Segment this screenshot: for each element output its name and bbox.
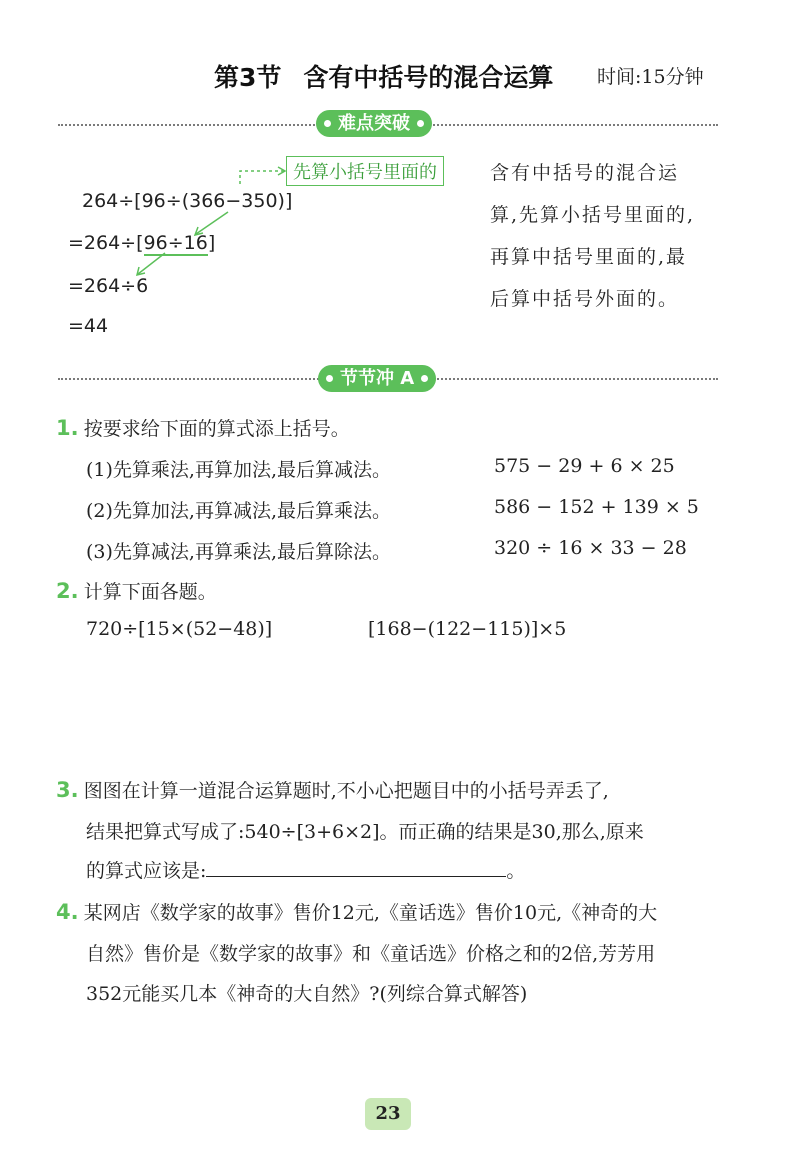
question-number: 1. (56, 416, 79, 440)
q1-requirement-1: (1)先算乘法,再算加法,最后算减法。 (86, 459, 391, 481)
q2-expression-1: 720÷[15×(52−48)] (86, 618, 273, 640)
question-1 (56, 414, 350, 441)
q1-requirement-2: (2)先算加法,再算减法,最后算乘法。 (86, 500, 391, 522)
question-text: 按要求给下面的算式添上括号。 (83, 418, 350, 440)
page-number: 23 (365, 1098, 411, 1130)
pill-label: 节节冲 A (340, 368, 415, 389)
example-line-3: =264÷6 (68, 275, 149, 297)
question-number: 3. (56, 778, 79, 802)
question-text: 计算下面各题。 (83, 581, 217, 603)
question-4 (56, 898, 657, 925)
example-line-2-prefix: =264÷ (68, 232, 137, 254)
arrow-to-note (240, 171, 284, 184)
example-line-2-bracket: 96÷16 (143, 232, 208, 254)
q1-expression-2: 586 − 152 + 139 × 5 (494, 496, 699, 518)
q3-line-3 (86, 856, 525, 883)
arrow-step1 (196, 212, 228, 234)
q3-line-3-suffix: 。 (506, 860, 526, 882)
pill-dot-left (326, 375, 333, 382)
section-number: 第3节 (214, 63, 282, 92)
q3-line-3-prefix: 的算式应该是: (86, 860, 207, 882)
section-pill-practice (318, 365, 436, 392)
question-text-line-1: 某网店《数学家的故事》售价12元,《童话选》售价10元,《神奇的大 (83, 902, 658, 924)
question-2 (56, 577, 217, 604)
q3-answer-blank[interactable] (206, 858, 506, 877)
q3-line-2: 结果把算式写成了:540÷[3+6×2]。而正确的结果是30,那么,原来 (86, 821, 644, 843)
q1-requirement-3: (3)先算减法,再算乘法,最后算除法。 (86, 541, 391, 563)
pill-dot-right (421, 375, 428, 382)
example-line-4: =44 (68, 315, 109, 337)
section-heading: 含有中括号的混合运算 (303, 63, 554, 92)
q1-expression-1: 575 − 29 + 6 × 25 (494, 455, 675, 477)
q4-line-2: 自然》售价是《数学家的故事》和《童话选》价格之和的2倍,芳芳用 (86, 943, 656, 965)
example-line-2: =264÷[96÷16] (68, 232, 216, 254)
pill-label: 难点突破 (338, 113, 410, 134)
question-text-line-1: 图图在计算一道混合运算题时,不小心把题目中的小括号弄丢了, (83, 780, 609, 802)
q2-expression-2: [168−(122−115)]×5 (368, 618, 567, 640)
example-line-1: 264÷[96÷(366−350)] (82, 190, 293, 212)
question-number: 2. (56, 579, 79, 603)
question-number: 4. (56, 900, 79, 924)
q4-line-3: 352元能买几本《神奇的大自然》?(列综合算式解答) (86, 983, 528, 1005)
question-3 (56, 776, 609, 803)
example-explanation: 含有中括号的混合运算,先算小括号里面的,再算中括号里面的,最后算中括号外面的。 (490, 162, 696, 310)
time-limit: 时间:15分钟 (597, 66, 704, 88)
arrow-step2 (138, 253, 165, 274)
example-note: 先算小括号里面的 (286, 156, 444, 186)
q1-expression-3: 320 ÷ 16 × 33 − 28 (494, 537, 687, 559)
